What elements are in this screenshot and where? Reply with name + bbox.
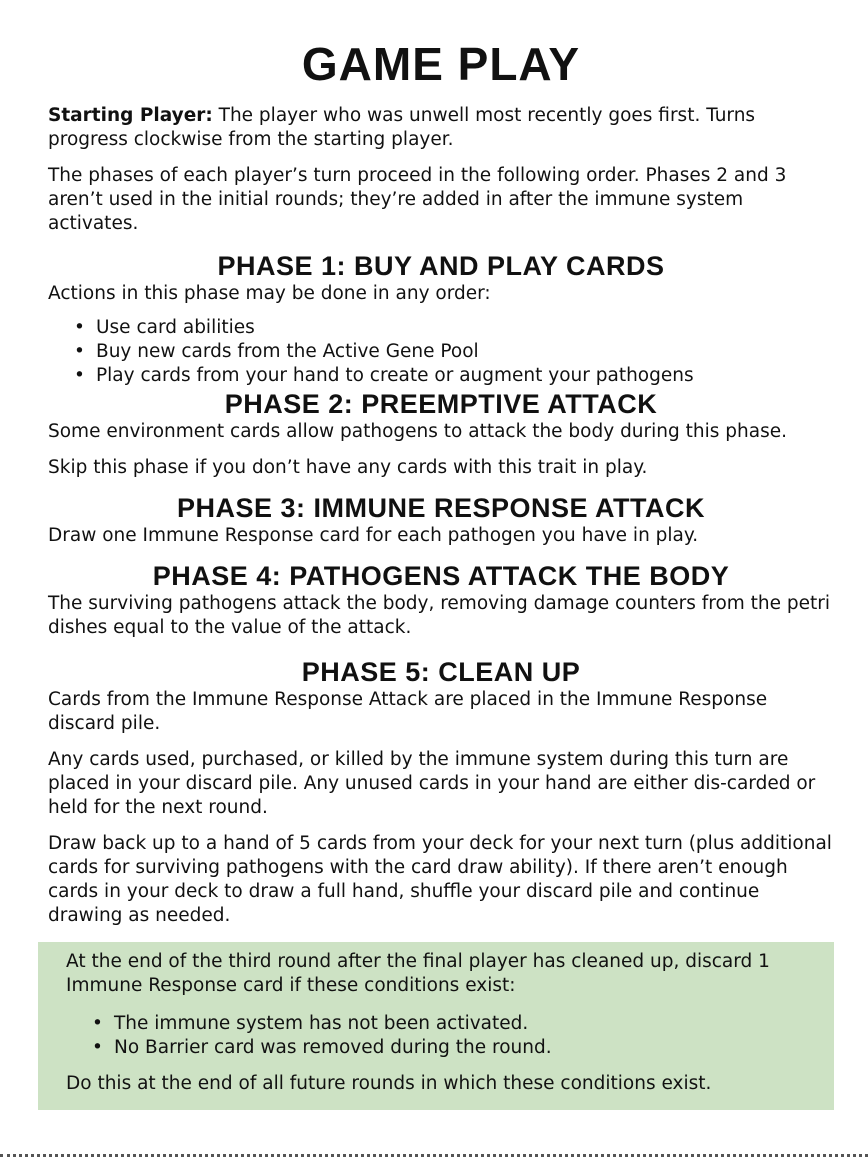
phase-2-heading: PHASE 2: PREEMPTIVE ATTACK	[224, 389, 658, 419]
dotted-divider	[0, 1154, 868, 1157]
callout-text-2: Do this at the end of all future rounds in which these conditions exist.	[66, 1073, 712, 1094]
phase-2-text-1: Some environment cards allow pathogens to attack the body during this phase.	[48, 421, 787, 442]
phase-3-text: Draw one Immune Response card for each pathogen you have in play.	[48, 525, 699, 546]
callout-list	[66, 1012, 814, 1060]
list-item: • Use card abilities	[96, 316, 834, 340]
callout-text-1: At the end of the third round after the final player has cleaned up, discard 1 Immune Response card if these conditions exist:	[66, 951, 770, 996]
list-item: • Buy new cards from the Active Gene Pool	[96, 340, 834, 364]
phase-5-text-2: Any cards used, purchased, or killed by the immune system during this turn are placed in your discard pile. Any unused cards in your hand are either dis-carded or held for the next round.	[48, 749, 816, 818]
starting-player-text: The player who was unwell most recently goes first. Turns progress clockwise from the starting player.	[48, 105, 756, 150]
starting-player-label: Starting Player:	[48, 105, 213, 126]
phase-4-text: The surviving pathogens attack the body, removing damage counters from the petri dishes equal to the value of the attack.	[48, 593, 831, 638]
list-item: • No Barrier card was removed during the round.	[114, 1036, 814, 1060]
rules-page	[48, 34, 834, 928]
phases-order-paragraph: The phases of each player’s turn proceed in the following order. Phases 2 and 3 aren’t used in the initial rounds; they’re added in after the immune system activates.	[48, 165, 787, 234]
phase-3-heading: PHASE 3: IMMUNE RESPONSE ATTACK	[176, 493, 706, 523]
list-item: • Play cards from your hand to create or augment your pathogens	[96, 364, 834, 388]
end-of-round-callout	[38, 942, 834, 1110]
phase-1-list	[48, 316, 834, 388]
page-title: GAME PLAY	[301, 38, 581, 90]
starting-player-paragraph	[48, 104, 834, 152]
phase-2-text-2: Skip this phase if you don’t have any cards with this trait in play.	[48, 457, 648, 478]
phase-5-heading: PHASE 5: CLEAN UP	[301, 657, 581, 687]
phase-4-heading: PHASE 4: PATHOGENS ATTACK THE BODY	[152, 561, 730, 591]
list-item: • The immune system has not been activated.	[114, 1012, 814, 1036]
phase-1-heading: PHASE 1: BUY AND PLAY CARDS	[217, 251, 665, 281]
phase-5-text-3: Draw back up to a hand of 5 cards from your deck for your next turn (plus additional cards for surviving pathogens with the card draw ability). If there aren’t enough cards in your deck to draw a full hand, shuffle your discard pile and continue drawing as needed.	[48, 833, 832, 926]
phase-5-text-1: Cards from the Immune Response Attack are placed in the Immune Response discard pile.	[48, 689, 768, 734]
phase-1-text: Actions in this phase may be done in any order:	[48, 283, 491, 304]
